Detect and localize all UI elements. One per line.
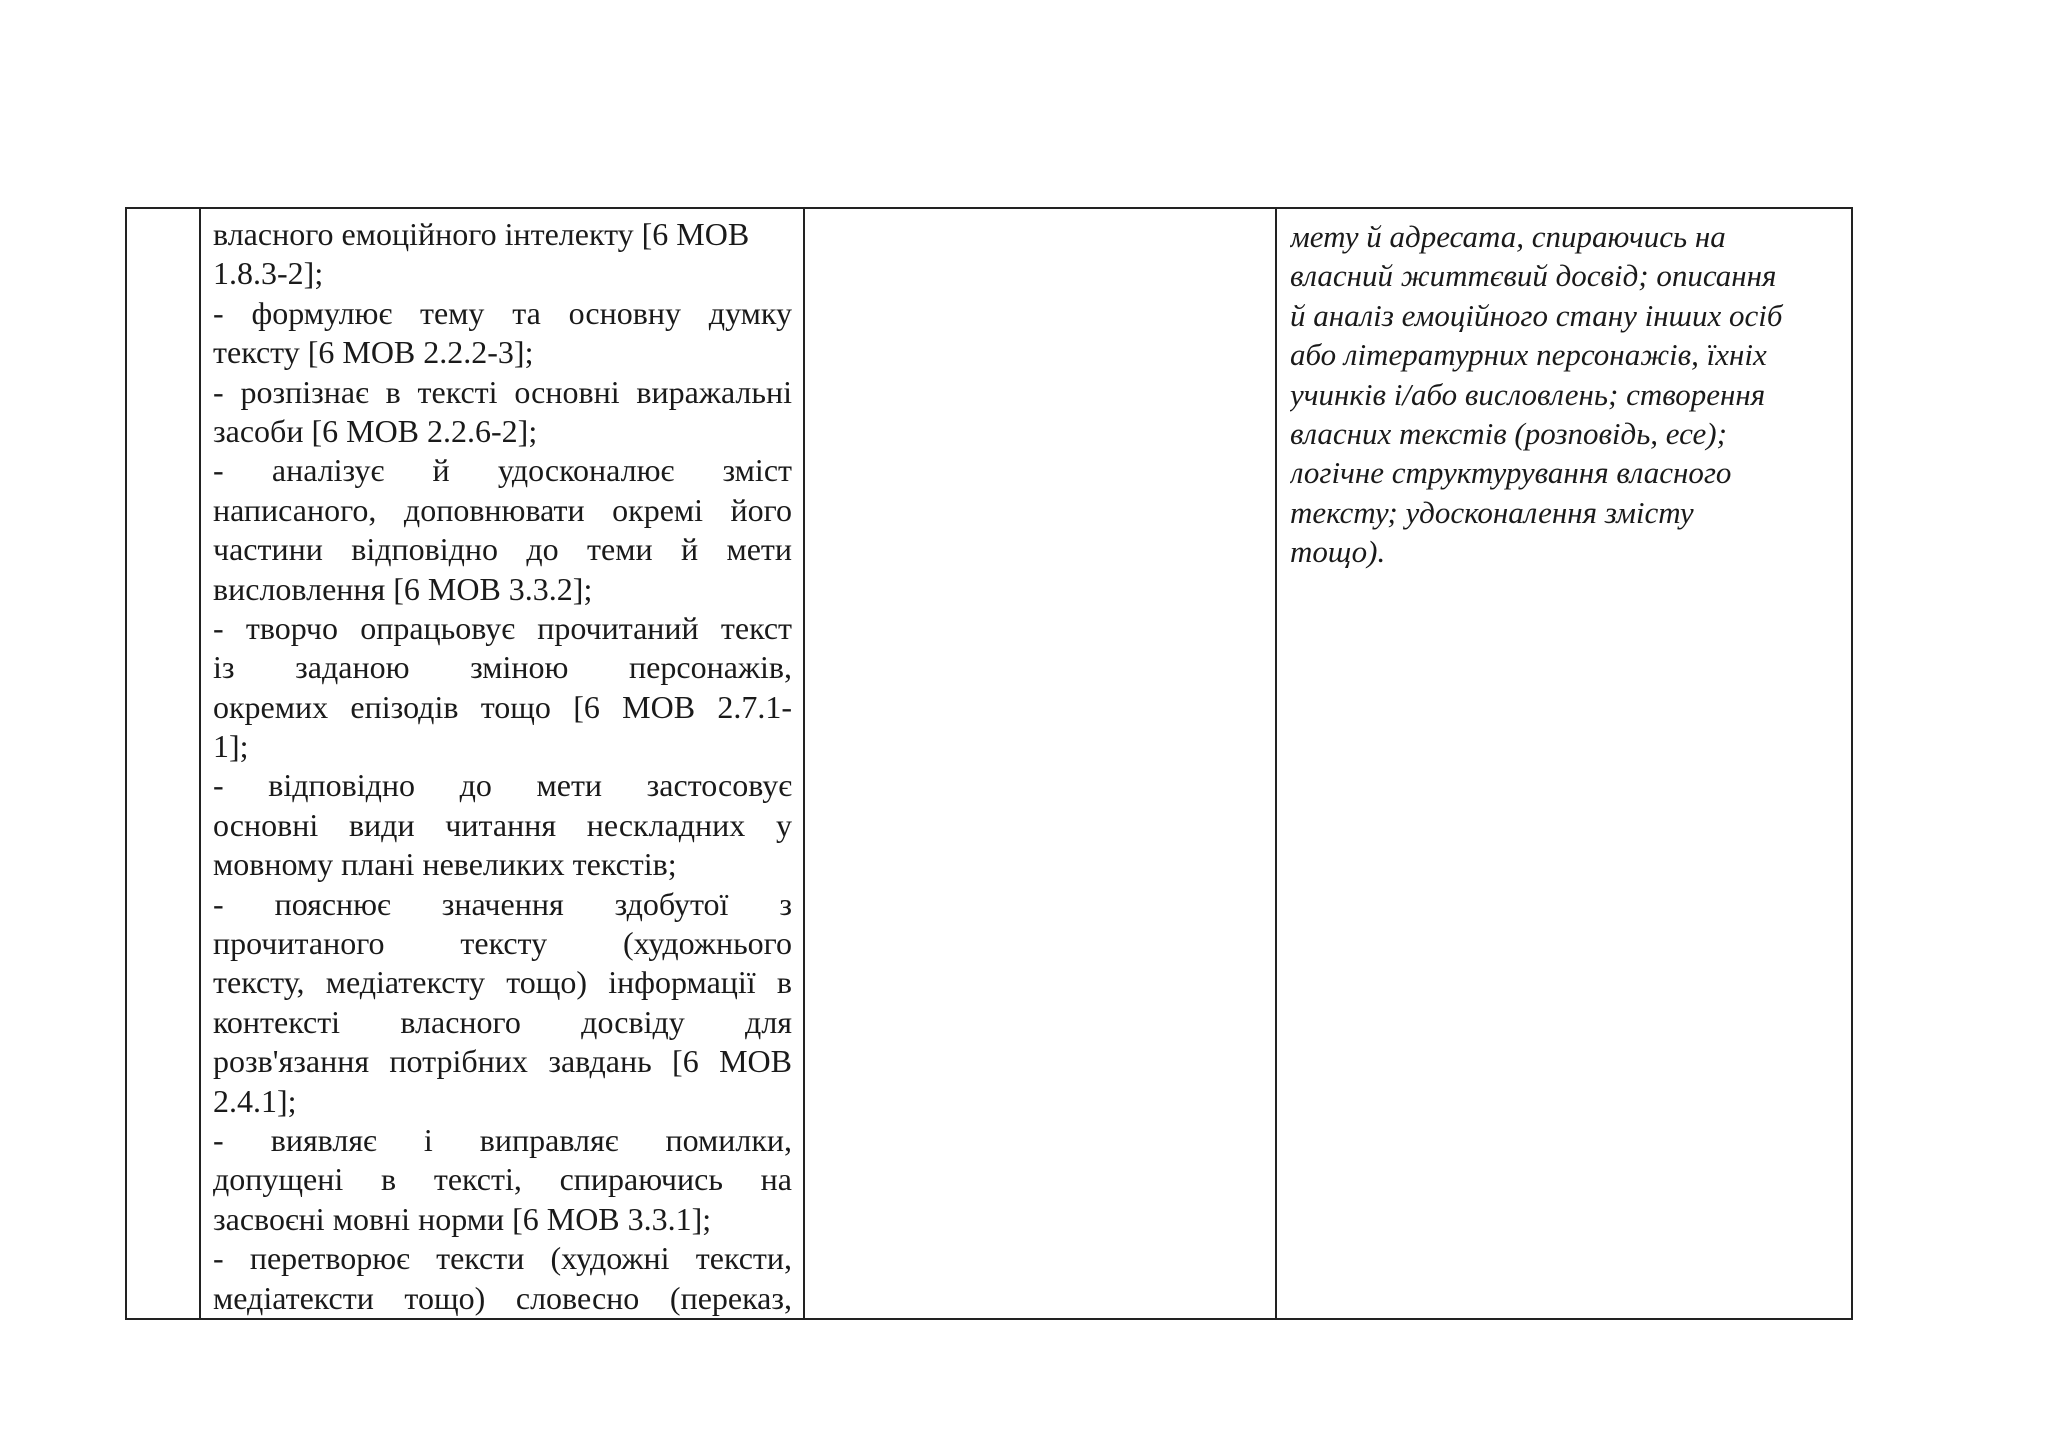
activities-text bbox=[1290, 217, 1841, 572]
activity-line: власний життєвий досвід; описання bbox=[1290, 258, 1777, 294]
outcome-line: засвоєні мовні норми [6 МОВ 3.3.1]; bbox=[213, 1200, 712, 1237]
outcome-line: власного емоційного інтелекту [6 МОВ bbox=[213, 216, 750, 252]
outcome-line: контексті власного досвіду для bbox=[213, 1003, 792, 1040]
outcome-line: написаного, доповнювати окремі його bbox=[213, 491, 792, 528]
learning-outcomes-text bbox=[213, 215, 792, 1318]
activity-line: власних текстів (розповідь, есе); bbox=[1290, 415, 1727, 451]
outcome-line: частини відповідно до теми й мети bbox=[213, 531, 792, 568]
outcome-line: - розпізнає в тексті основні виражальні bbox=[213, 373, 792, 410]
outcome-line: - аналізує й удосконалює зміст bbox=[213, 452, 792, 489]
outcome-line: із заданою зміною персонажів, bbox=[213, 649, 792, 686]
activities-cell bbox=[1276, 208, 1852, 1319]
outcome-line: - творчо опрацьовує прочитаний текст bbox=[213, 609, 792, 646]
outcome-line: засоби [6 МОВ 2.2.6-2]; bbox=[213, 412, 538, 449]
outcome-line: окремих епізодів тощо [6 МОВ 2.7.1- bbox=[213, 688, 792, 725]
outcome-line: висловлення [6 МОВ 3.3.2]; bbox=[213, 570, 593, 607]
outcome-line: тексту [6 МОВ 2.2.2-3]; bbox=[213, 334, 534, 371]
outcome-line: - пояснює значення здобутої з bbox=[213, 885, 792, 922]
outcome-line: медіатексти тощо) словесно (переказ, bbox=[213, 1279, 792, 1316]
outcome-line: 1]; bbox=[213, 728, 249, 765]
outcome-line: 1.8.3-2]; bbox=[213, 255, 324, 292]
activity-line: учинків і/або висловлень; створення bbox=[1290, 376, 1766, 412]
outcome-line: прочитаного тексту (художнього bbox=[213, 925, 792, 962]
activity-line: мету й адресата, спираючись на bbox=[1290, 219, 1726, 254]
table-row bbox=[126, 208, 1852, 1319]
activity-line: й аналіз емоційного стану інших осіб bbox=[1290, 297, 1783, 333]
outcome-line: основні види читання нескладних у bbox=[213, 806, 792, 843]
outcome-line: 2.4.1]; bbox=[213, 1082, 297, 1119]
outcome-line: - відповідно до мети застосовує bbox=[213, 767, 792, 804]
activity-line: тощо). bbox=[1290, 534, 1386, 570]
activity-line: логічне структурування власного bbox=[1290, 455, 1732, 491]
learning-outcomes-cell bbox=[200, 208, 804, 1319]
outcome-line: розв'язання потрібних завдань [6 МОВ bbox=[213, 1043, 792, 1080]
number-cell bbox=[126, 208, 200, 1319]
outcome-line: тексту, медіатексту тощо) інформації в bbox=[213, 964, 792, 1001]
curriculum-table bbox=[125, 207, 1853, 1320]
outcome-line: - перетворює тексти (художні тексти, bbox=[213, 1240, 792, 1277]
outcome-line: допущені в тексті, спираючись на bbox=[213, 1161, 792, 1198]
outcome-line: - формулює тему та основну думку bbox=[213, 294, 792, 331]
activity-line: або літературних персонажів, їхніх bbox=[1290, 337, 1767, 373]
activity-line: тексту; удосконалення змісту bbox=[1290, 494, 1694, 530]
content-cell bbox=[804, 208, 1276, 1319]
outcome-line: - виявляє і виправляє помилки, bbox=[213, 1121, 792, 1158]
outcome-line: мовному плані невеликих текстів; bbox=[213, 846, 677, 883]
